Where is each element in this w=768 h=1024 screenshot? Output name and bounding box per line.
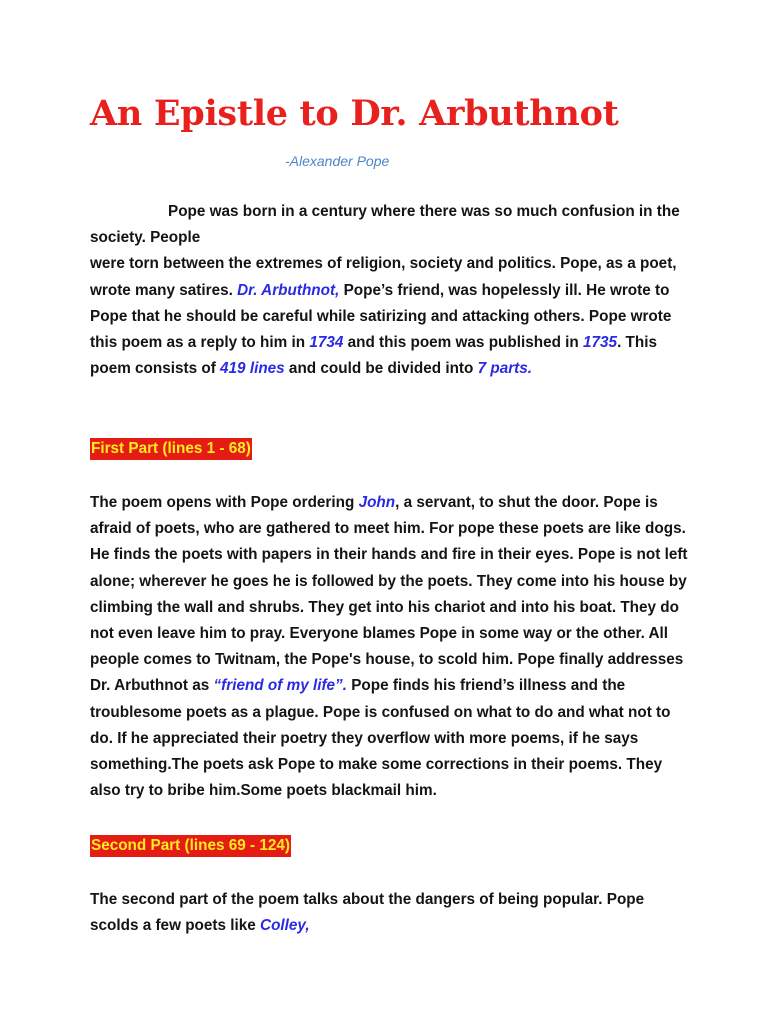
first-part-text-3: Pope finds his friend’s illness and the troublesome poets as a plague. Pope is confused on what to do and what not to do. If he appreciated their poetry they overflow with more poems, if he says something.The poets ask Pope to make some corrections in their poems. They also try to bribe him.Some poets blackmail him. <box>90 677 671 800</box>
first-part-paragraph <box>90 490 690 804</box>
highlight-line-count: 419 lines <box>220 360 285 378</box>
first-part-text-2: , a servant, to shut the door. Pope is afraid of poets, who are gathered to meet him. For pope these poets are like dogs. He finds the poets with papers in their hands and fire in their eyes. Pope is not left alone; wherever he goes he is followed by the poets. They come into his house by climbing the wall and shrubs. They get into his chariot and into his boat. They do not even leave him to pray. Everyone blames Pope in some way or the other. All people comes to Twitnam, the Pope's house, to scold him. Pope finally addresses Dr. Arbuthnot as <box>90 494 688 695</box>
intro-text-3: Pope’s friend, was hopelessly ill. He wrote to Pope that he should be careful while satirizing and attacking others. Pope wrote this poem as a reply to him in <box>90 281 672 352</box>
intro-text-1: Pope was born in a century where there was so much confusion in the society. People <box>90 203 680 247</box>
second-part-text-1: The second part of the poem talks about the dangers of being popular. Pope scolds a few poets like <box>90 891 645 935</box>
highlight-year-1734: 1734 <box>309 334 344 352</box>
intro-text-2: were torn between the extremes of religion, society and politics. Pope, as a poet, wrote many satires. <box>90 255 677 299</box>
first-part-text-1: The poem opens with Pope ordering <box>90 494 359 511</box>
intro-text-6: and could be divided into <box>284 360 478 378</box>
document-title: An Epistle to Dr. Arbuthnot <box>90 93 619 134</box>
highlight-john: John <box>358 494 396 511</box>
section-heading-second-part: Second Part (lines 69 - 124) <box>90 835 291 857</box>
highlight-year-1735: 1735 <box>583 334 618 352</box>
intro-text-4: and this poem was published in <box>343 334 584 352</box>
author-line: -Alexander Pope <box>285 153 390 169</box>
highlight-part-count: 7 parts. <box>477 360 533 378</box>
highlight-colley: Colley, <box>260 917 310 935</box>
second-part-paragraph <box>90 887 690 939</box>
intro-text-5: . This poem consists of <box>90 334 658 378</box>
intro-paragraph <box>90 199 690 382</box>
highlight-friend-quote: “friend of my life”. <box>213 677 347 695</box>
section-heading-first-part: First Part (lines 1 - 68) <box>90 438 252 460</box>
highlight-arbuthnot: Dr. Arbuthnot, <box>237 281 340 299</box>
